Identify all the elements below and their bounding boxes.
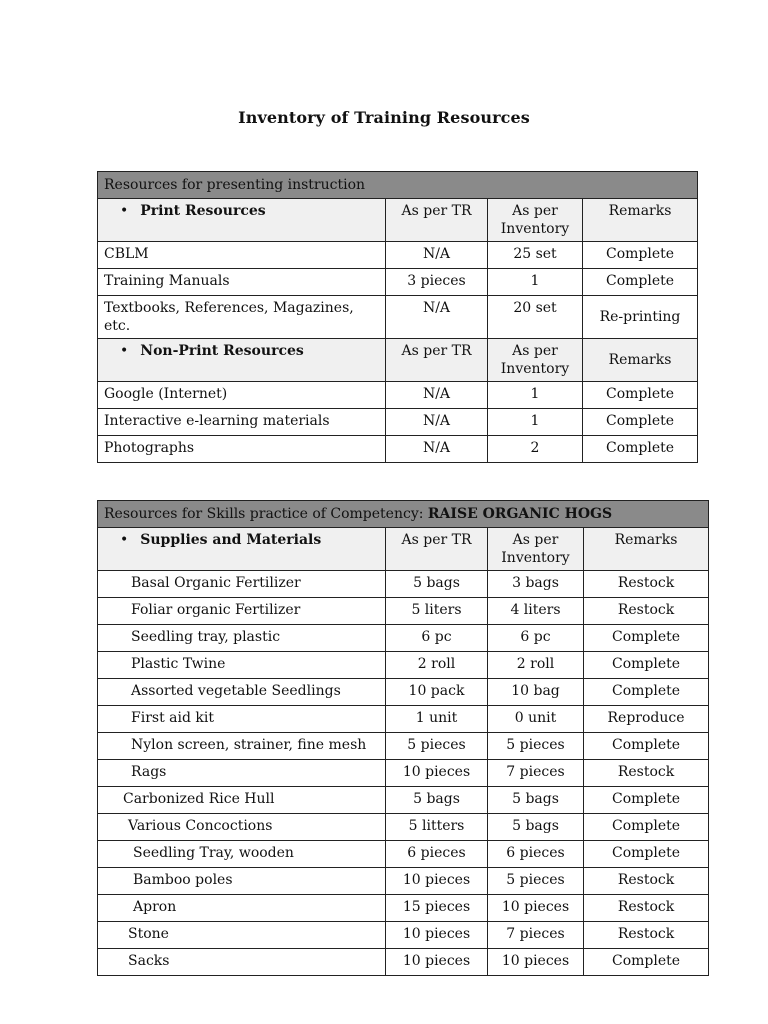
as-per-inventory-cell: 0 unit: [488, 706, 584, 733]
remarks-cell: Complete: [584, 787, 709, 814]
section-label-text: Non-Print Resources: [140, 343, 304, 359]
as-per-tr-cell: 15 pieces: [386, 895, 488, 922]
col-header-tr: As per TR: [386, 339, 488, 382]
as-per-tr-cell: 5 bags: [386, 787, 488, 814]
table-row: [98, 652, 709, 679]
section-label: [98, 199, 386, 242]
item-cell: Carbonized Rice Hull: [98, 787, 386, 814]
remarks-cell: Complete: [583, 269, 698, 296]
document-title: Inventory of Training Resources: [238, 108, 530, 127]
as-per-tr-cell: 3 pieces: [386, 269, 488, 296]
remarks-cell: Restock: [584, 895, 709, 922]
table-row: [98, 598, 709, 625]
as-per-tr-cell: 5 bags: [386, 571, 488, 598]
as-per-inventory-cell: 1: [488, 382, 583, 409]
as-per-tr-cell: 10 pieces: [386, 868, 488, 895]
table-row: [98, 895, 709, 922]
item-cell: Nylon screen, strainer, fine mesh: [98, 733, 386, 760]
as-per-tr-cell: 5 liters: [386, 598, 488, 625]
item-cell: Assorted vegetable Seedlings: [98, 679, 386, 706]
as-per-tr-cell: 2 roll: [386, 652, 488, 679]
remarks-cell: Complete: [583, 382, 698, 409]
competency-name: RAISE ORGANIC HOGS: [427, 506, 613, 522]
as-per-tr-cell: N/A: [386, 409, 488, 436]
as-per-tr-cell: N/A: [386, 382, 488, 409]
as-per-tr-cell: 6 pc: [386, 625, 488, 652]
item-cell: CBLM: [98, 242, 386, 269]
as-per-inventory-cell: 3 bags: [488, 571, 584, 598]
table-row: [98, 571, 709, 598]
table-row: [98, 409, 698, 436]
remarks-cell: Restock: [584, 760, 709, 787]
remarks-cell: Complete: [583, 242, 698, 269]
as-per-inventory-cell: 5 pieces: [488, 733, 584, 760]
as-per-tr-cell: N/A: [386, 436, 488, 463]
col-header-remarks: Remarks: [584, 528, 709, 571]
table-header-row: [98, 501, 709, 528]
remarks-cell: Complete: [584, 679, 709, 706]
item-cell: First aid kit: [98, 706, 386, 733]
remarks-cell: Complete: [584, 841, 709, 868]
table-row: [98, 733, 709, 760]
as-per-inventory-cell: 2: [488, 436, 583, 463]
remarks-cell: Complete: [584, 949, 709, 976]
table-row: [98, 296, 698, 339]
as-per-tr-cell: 10 pieces: [386, 760, 488, 787]
remarks-cell: Complete: [583, 409, 698, 436]
as-per-inventory-cell: 1: [488, 409, 583, 436]
remarks-cell: Complete: [584, 625, 709, 652]
table-header-row: [98, 172, 698, 199]
as-per-inventory-cell: 5 pieces: [488, 868, 584, 895]
as-per-tr-cell: 10 pieces: [386, 922, 488, 949]
bullet-icon: •: [120, 532, 129, 548]
as-per-inventory-cell: 2 roll: [488, 652, 584, 679]
table-row: [98, 242, 698, 269]
item-cell: Rags: [98, 760, 386, 787]
col-header-inventory: As per Inventory: [488, 528, 584, 571]
table-row: [98, 814, 709, 841]
as-per-inventory-cell: 6 pieces: [488, 841, 584, 868]
col-header-remarks: Remarks: [583, 339, 698, 382]
item-cell: Apron: [98, 895, 386, 922]
item-cell: Plastic Twine: [98, 652, 386, 679]
table-row: [98, 922, 709, 949]
remarks-cell: Restock: [584, 922, 709, 949]
section-header-row: [98, 528, 709, 571]
skills-practice-table: [97, 500, 709, 976]
as-per-inventory-cell: 5 bags: [488, 814, 584, 841]
table-header-prefix: Resources for Skills practice of Competency:: [104, 506, 428, 522]
as-per-inventory-cell: 7 pieces: [488, 760, 584, 787]
section-header-row: [98, 199, 698, 242]
as-per-inventory-cell: 10 pieces: [488, 949, 584, 976]
remarks-cell: Restock: [584, 571, 709, 598]
item-cell: Stone: [98, 922, 386, 949]
table-row: [98, 949, 709, 976]
as-per-inventory-cell: 25 set: [488, 242, 583, 269]
item-cell: Various Concoctions: [98, 814, 386, 841]
item-cell: Textbooks, References, Magazines, etc.: [98, 296, 386, 339]
remarks-cell: Restock: [584, 868, 709, 895]
table-header: Resources for presenting instruction: [98, 172, 698, 199]
item-cell: Seedling tray, plastic: [98, 625, 386, 652]
section-label: [98, 528, 386, 571]
as-per-tr-cell: N/A: [386, 242, 488, 269]
as-per-inventory-cell: 1: [488, 269, 583, 296]
remarks-cell: Complete: [583, 436, 698, 463]
as-per-tr-cell: N/A: [386, 296, 488, 339]
col-header-tr: As per TR: [386, 528, 488, 571]
remarks-cell: Reproduce: [584, 706, 709, 733]
as-per-tr-cell: 5 litters: [386, 814, 488, 841]
presenting-instruction-table: [97, 171, 698, 463]
section-label-text: Print Resources: [140, 203, 266, 219]
table-row: [98, 269, 698, 296]
col-header-inventory: As per Inventory: [488, 339, 583, 382]
table-row: [98, 382, 698, 409]
table-row: [98, 787, 709, 814]
table-row: [98, 679, 709, 706]
as-per-inventory-cell: 7 pieces: [488, 922, 584, 949]
as-per-inventory-cell: 10 pieces: [488, 895, 584, 922]
col-header-tr: As per TR: [386, 199, 488, 242]
section-header-row: [98, 339, 698, 382]
table-row: [98, 625, 709, 652]
item-cell: Photographs: [98, 436, 386, 463]
remarks-cell: Complete: [584, 652, 709, 679]
as-per-tr-cell: 10 pieces: [386, 949, 488, 976]
item-cell: Bamboo poles: [98, 868, 386, 895]
item-cell: Google (Internet): [98, 382, 386, 409]
col-header-remarks: Remarks: [583, 199, 698, 242]
item-cell: Sacks: [98, 949, 386, 976]
item-cell: Basal Organic Fertilizer: [98, 571, 386, 598]
item-cell: Seedling Tray, wooden: [98, 841, 386, 868]
as-per-tr-cell: 6 pieces: [386, 841, 488, 868]
as-per-inventory-cell: 4 liters: [488, 598, 584, 625]
table-row: [98, 760, 709, 787]
remarks-cell: Restock: [584, 598, 709, 625]
section-label-text: Supplies and Materials: [140, 532, 322, 548]
as-per-inventory-cell: 20 set: [488, 296, 583, 339]
as-per-tr-cell: 10 pack: [386, 679, 488, 706]
as-per-inventory-cell: 10 bag: [488, 679, 584, 706]
remarks-cell: Re-printing: [583, 296, 698, 339]
item-cell: Training Manuals: [98, 269, 386, 296]
table-row: [98, 436, 698, 463]
table-row: [98, 706, 709, 733]
section-label: [98, 339, 386, 382]
bullet-icon: •: [120, 343, 129, 359]
as-per-inventory-cell: 6 pc: [488, 625, 584, 652]
as-per-tr-cell: 1 unit: [386, 706, 488, 733]
as-per-inventory-cell: 5 bags: [488, 787, 584, 814]
bullet-icon: •: [120, 203, 129, 219]
as-per-tr-cell: 5 pieces: [386, 733, 488, 760]
remarks-cell: Complete: [584, 733, 709, 760]
item-cell: Foliar organic Fertilizer: [98, 598, 386, 625]
col-header-inventory: As per Inventory: [488, 199, 583, 242]
item-cell: Interactive e-learning materials: [98, 409, 386, 436]
table-row: [98, 868, 709, 895]
table-row: [98, 841, 709, 868]
remarks-cell: Complete: [584, 814, 709, 841]
table-header: [98, 501, 709, 528]
